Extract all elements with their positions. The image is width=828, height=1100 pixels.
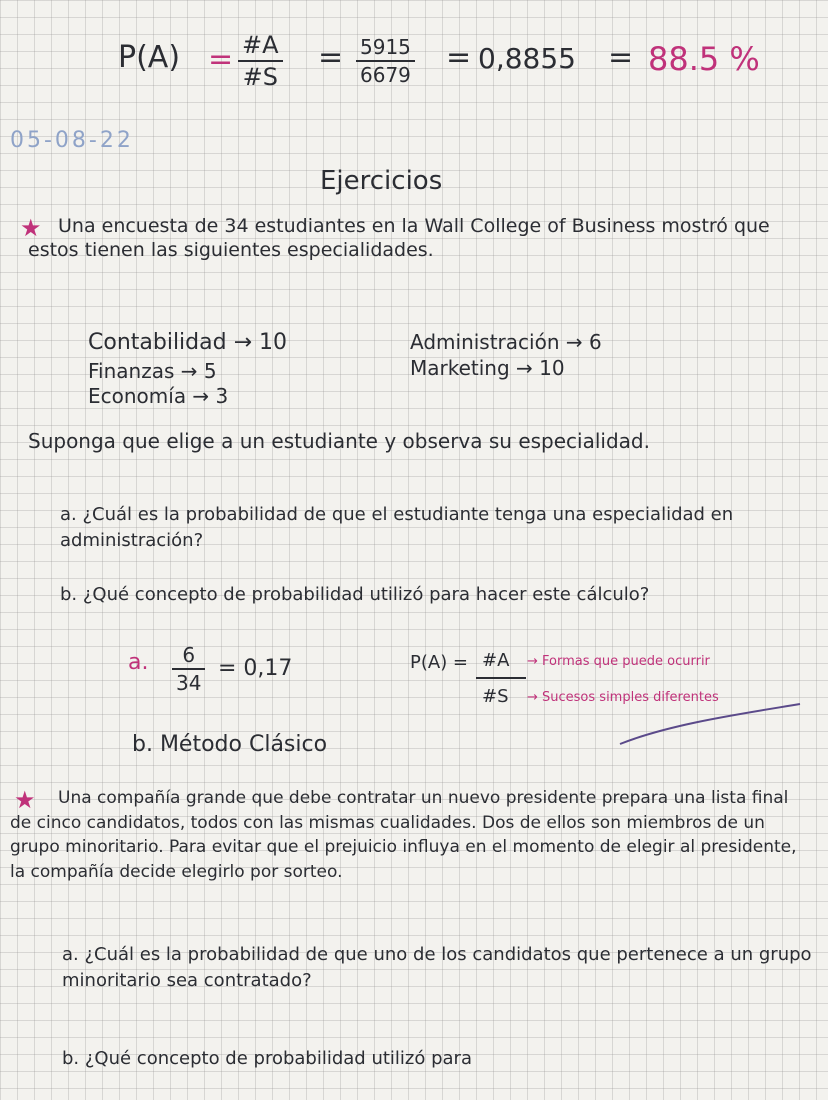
formula-fraction-1-den: #S [242, 63, 278, 91]
note-den-desc: → Sucesos simples diferentes [527, 690, 719, 705]
answer-a-result: = 0,17 [218, 656, 293, 681]
star-icon-2: ★ [14, 786, 36, 814]
formula-fraction-2-den: 6679 [360, 63, 411, 87]
note-den: #S [482, 686, 509, 707]
exercise1-question-b: b. ¿Qué concepto de probabilidad utilizó para hacer este cálculo? [60, 584, 650, 605]
specialty-marketing: Marketing → 10 [410, 356, 565, 380]
specialty-economia: Economía → 3 [88, 384, 229, 408]
formula-percent: 88.5 % [648, 40, 760, 78]
heading: Ejercicios [320, 166, 443, 196]
formula-fraction-2 [356, 34, 415, 88]
answer-a-fraction [172, 642, 205, 696]
formula-eq2: = [318, 40, 344, 75]
answer-b: b. Método Clásico [132, 732, 328, 757]
exercise2-question-a: a. ¿Cuál es la probabilidad de que uno de los candidatos que pertenece a un grupo minoritario sea contratado? [62, 944, 812, 991]
note-underline-stroke [470, 674, 810, 754]
answer-a-den: 34 [176, 671, 202, 695]
specialty-finanzas: Finanzas → 5 [88, 359, 217, 383]
star-icon: ★ [20, 214, 42, 242]
specialty-administracion: Administración → 6 [410, 330, 602, 354]
formula-fraction-1-num: #A [238, 30, 283, 62]
note-lhs: P(A) = [410, 652, 469, 673]
exercise1-statement: Una encuesta de 34 estudiantes en la Wall College of Business mostró que estos tienen las siguientes especialidades. [28, 215, 770, 261]
formula-eq1: = [208, 42, 234, 77]
formula-eq4: = [608, 40, 634, 75]
answer-a-label: a. [128, 650, 149, 675]
formula-fraction-1 [238, 30, 283, 92]
exercise1-suppose: Suponga que elige a un estudiante y observa su especialidad. [28, 429, 650, 453]
exercise2-statement: Una compañía grande que debe contratar un nuevo presidente prepara una lista final de cinco candidatos, todos con las mismas cualidades. Dos de ellos son miembros de un grupo minoritario. Para evitar que el prejuicio influya en el momento de elegir al presidente, la compañía decide elegirlo por sorteo. [10, 788, 797, 882]
formula-eq3: = [446, 40, 472, 75]
exercise1-question-a: a. ¿Cuál es la probabilidad de que el estudiante tenga una especialidad en administración? [60, 504, 734, 551]
formula-fraction-2-num: 5915 [356, 34, 415, 62]
specialty-contabilidad: Contabilidad → 10 [88, 330, 287, 355]
note-num-desc: → Formas que puede ocurrir [527, 654, 710, 669]
formula-decimal: 0,8855 [478, 42, 576, 75]
answer-a-num: 6 [172, 642, 205, 670]
formula-lhs: P(A) [118, 40, 181, 75]
exercise2-question-b: b. ¿Qué concepto de probabilidad utilizó para [62, 1048, 472, 1069]
note-num: #A [482, 650, 510, 671]
date: 05-08-22 [10, 128, 134, 153]
